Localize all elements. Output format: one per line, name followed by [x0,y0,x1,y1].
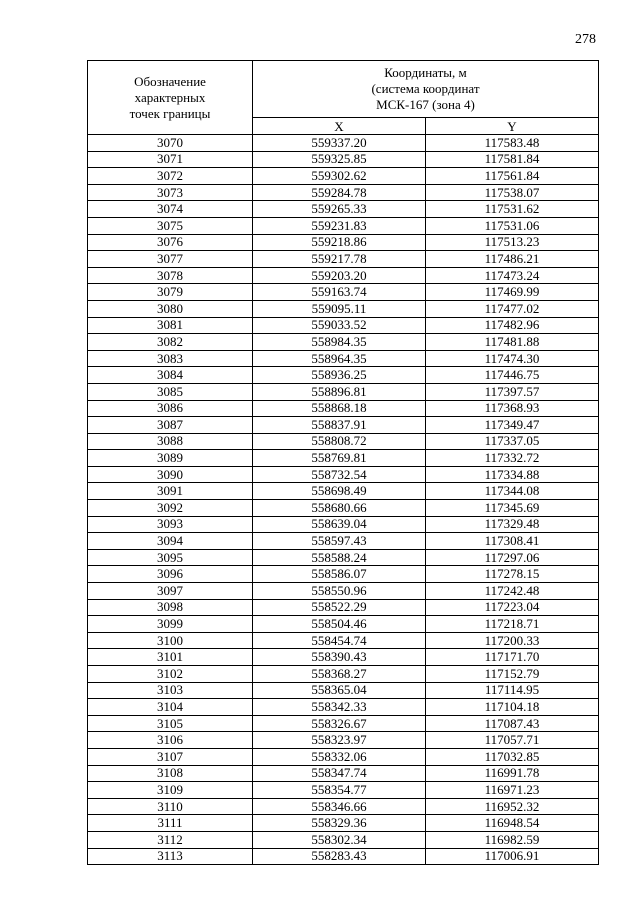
x-cell: 558454.74 [253,632,426,649]
table-row [88,715,599,732]
point-cell: 3088 [88,433,253,450]
table-row [88,251,599,268]
y-cell: 117332.72 [426,450,599,467]
table-row [88,267,599,284]
y-cell: 117531.62 [426,201,599,218]
y-cell: 117513.23 [426,234,599,251]
point-cell: 3086 [88,400,253,417]
x-cell: 558808.72 [253,433,426,450]
point-cell: 3111 [88,815,253,832]
table-row [88,433,599,450]
y-cell: 116991.78 [426,765,599,782]
point-cell: 3101 [88,649,253,666]
point-cell: 3105 [88,715,253,732]
x-cell: 558868.18 [253,400,426,417]
table-row [88,782,599,799]
table-row [88,317,599,334]
point-cell: 3070 [88,135,253,152]
x-cell: 558680.66 [253,500,426,517]
x-cell: 558964.35 [253,350,426,367]
y-cell: 117308.41 [426,533,599,550]
x-cell: 559203.20 [253,267,426,284]
coords-header: Координаты, м (система координат МСК-167 (зона 4) [253,61,599,118]
y-cell: 117344.08 [426,483,599,500]
table-row [88,234,599,251]
x-cell: 558550.96 [253,583,426,600]
x-cell: 558837.91 [253,417,426,434]
table-row [88,583,599,600]
table-row [88,682,599,699]
point-cell: 3087 [88,417,253,434]
point-cell: 3072 [88,168,253,185]
table-row [88,367,599,384]
x-cell: 559218.86 [253,234,426,251]
table-row [88,815,599,832]
y-cell: 117531.06 [426,217,599,234]
page-number: 278 [575,32,596,47]
x-cell: 558347.74 [253,765,426,782]
table-row [88,284,599,301]
y-cell: 117538.07 [426,184,599,201]
table-row [88,798,599,815]
table-row [88,699,599,716]
point-cell: 3097 [88,583,253,600]
x-cell: 558522.29 [253,599,426,616]
y-header: Y [426,118,599,135]
x-cell: 558342.33 [253,699,426,716]
y-cell: 117368.93 [426,400,599,417]
y-cell: 117242.48 [426,583,599,600]
point-cell: 3084 [88,367,253,384]
point-cell: 3112 [88,831,253,848]
table-body [88,135,599,865]
point-cell: 3080 [88,300,253,317]
x-cell: 559265.33 [253,201,426,218]
table-row [88,417,599,434]
y-cell: 117349.47 [426,417,599,434]
table-row [88,450,599,467]
y-cell: 117006.91 [426,848,599,865]
x-cell: 558323.97 [253,732,426,749]
table-row [88,466,599,483]
x-cell: 559302.62 [253,168,426,185]
table-row [88,831,599,848]
x-cell: 558732.54 [253,466,426,483]
point-cell: 3071 [88,151,253,168]
x-cell: 558597.43 [253,533,426,550]
x-cell: 559095.11 [253,300,426,317]
point-cell: 3079 [88,284,253,301]
point-cell: 3082 [88,334,253,351]
x-cell: 558326.67 [253,715,426,732]
table-row [88,533,599,550]
point-cell: 3090 [88,466,253,483]
point-cell: 3081 [88,317,253,334]
table-row [88,566,599,583]
point-cell: 3102 [88,666,253,683]
y-cell: 117561.84 [426,168,599,185]
point-cell: 3075 [88,217,253,234]
point-cell: 3100 [88,632,253,649]
x-cell: 558769.81 [253,450,426,467]
y-cell: 117032.85 [426,748,599,765]
x-cell: 558365.04 [253,682,426,699]
table-row [88,765,599,782]
x-cell: 558896.81 [253,383,426,400]
y-cell: 117223.04 [426,599,599,616]
x-cell: 558302.34 [253,831,426,848]
table-row [88,549,599,566]
point-cell: 3099 [88,616,253,633]
point-cell: 3098 [88,599,253,616]
point-cell: 3107 [88,748,253,765]
table-row [88,334,599,351]
coordinates-table [87,60,599,865]
x-cell: 558332.06 [253,748,426,765]
point-cell: 3089 [88,450,253,467]
table-row [88,168,599,185]
x-cell: 559284.78 [253,184,426,201]
point-cell: 3092 [88,500,253,517]
table-row [88,748,599,765]
y-cell: 117482.96 [426,317,599,334]
x-cell: 559337.20 [253,135,426,152]
point-cell: 3113 [88,848,253,865]
table-row [88,848,599,865]
y-cell: 117397.57 [426,383,599,400]
point-cell: 3110 [88,798,253,815]
y-cell: 117581.84 [426,151,599,168]
table-row [88,732,599,749]
y-cell: 117486.21 [426,251,599,268]
point-cell: 3076 [88,234,253,251]
y-cell: 117474.30 [426,350,599,367]
x-cell: 558639.04 [253,516,426,533]
x-cell: 559325.85 [253,151,426,168]
y-cell: 117087.43 [426,715,599,732]
y-cell: 117473.24 [426,267,599,284]
table-row [88,599,599,616]
y-cell: 116948.54 [426,815,599,832]
table-row [88,666,599,683]
y-cell: 116982.59 [426,831,599,848]
y-cell: 117329.48 [426,516,599,533]
y-cell: 117297.06 [426,549,599,566]
table-row [88,184,599,201]
point-cell: 3078 [88,267,253,284]
table-row [88,616,599,633]
x-cell: 558984.35 [253,334,426,351]
table-row [88,350,599,367]
table-row [88,383,599,400]
table-row [88,632,599,649]
x-cell: 558390.43 [253,649,426,666]
table-row [88,151,599,168]
point-cell: 3083 [88,350,253,367]
y-cell: 117481.88 [426,334,599,351]
point-cell: 3074 [88,201,253,218]
y-cell: 116971.23 [426,782,599,799]
y-cell: 117334.88 [426,466,599,483]
point-cell: 3109 [88,782,253,799]
x-cell: 559217.78 [253,251,426,268]
point-cell: 3095 [88,549,253,566]
x-cell: 558368.27 [253,666,426,683]
y-cell: 117469.99 [426,284,599,301]
x-cell: 558504.46 [253,616,426,633]
x-cell: 559033.52 [253,317,426,334]
y-cell: 117345.69 [426,500,599,517]
point-cell: 3106 [88,732,253,749]
point-cell: 3108 [88,765,253,782]
y-cell: 117200.33 [426,632,599,649]
point-cell: 3091 [88,483,253,500]
point-cell: 3073 [88,184,253,201]
y-cell: 117446.75 [426,367,599,384]
x-cell: 558698.49 [253,483,426,500]
y-cell: 117057.71 [426,732,599,749]
x-cell: 558588.24 [253,549,426,566]
x-cell: 558354.77 [253,782,426,799]
y-cell: 117477.02 [426,300,599,317]
point-cell: 3096 [88,566,253,583]
x-cell: 558586.07 [253,566,426,583]
y-cell: 117171.70 [426,649,599,666]
point-cell: 3103 [88,682,253,699]
x-cell: 558936.25 [253,367,426,384]
y-cell: 117104.18 [426,699,599,716]
x-cell: 558346.66 [253,798,426,815]
table-row [88,217,599,234]
point-cell: 3085 [88,383,253,400]
table-row [88,500,599,517]
y-cell: 117583.48 [426,135,599,152]
x-cell: 559163.74 [253,284,426,301]
point-cell: 3094 [88,533,253,550]
table-row [88,300,599,317]
x-cell: 558329.36 [253,815,426,832]
y-cell: 116952.32 [426,798,599,815]
point-cell: 3093 [88,516,253,533]
y-cell: 117218.71 [426,616,599,633]
x-header: X [253,118,426,135]
point-cell: 3077 [88,251,253,268]
y-cell: 117278.15 [426,566,599,583]
table-row [88,400,599,417]
y-cell: 117337.05 [426,433,599,450]
y-cell: 117152.79 [426,666,599,683]
x-cell: 559231.83 [253,217,426,234]
table-row [88,135,599,152]
table-row [88,483,599,500]
point-cell: 3104 [88,699,253,716]
x-cell: 558283.43 [253,848,426,865]
table-row [88,516,599,533]
point-header: Обозначение характерных точек границы [88,61,253,135]
table-row [88,649,599,666]
y-cell: 117114.95 [426,682,599,699]
table-row [88,201,599,218]
